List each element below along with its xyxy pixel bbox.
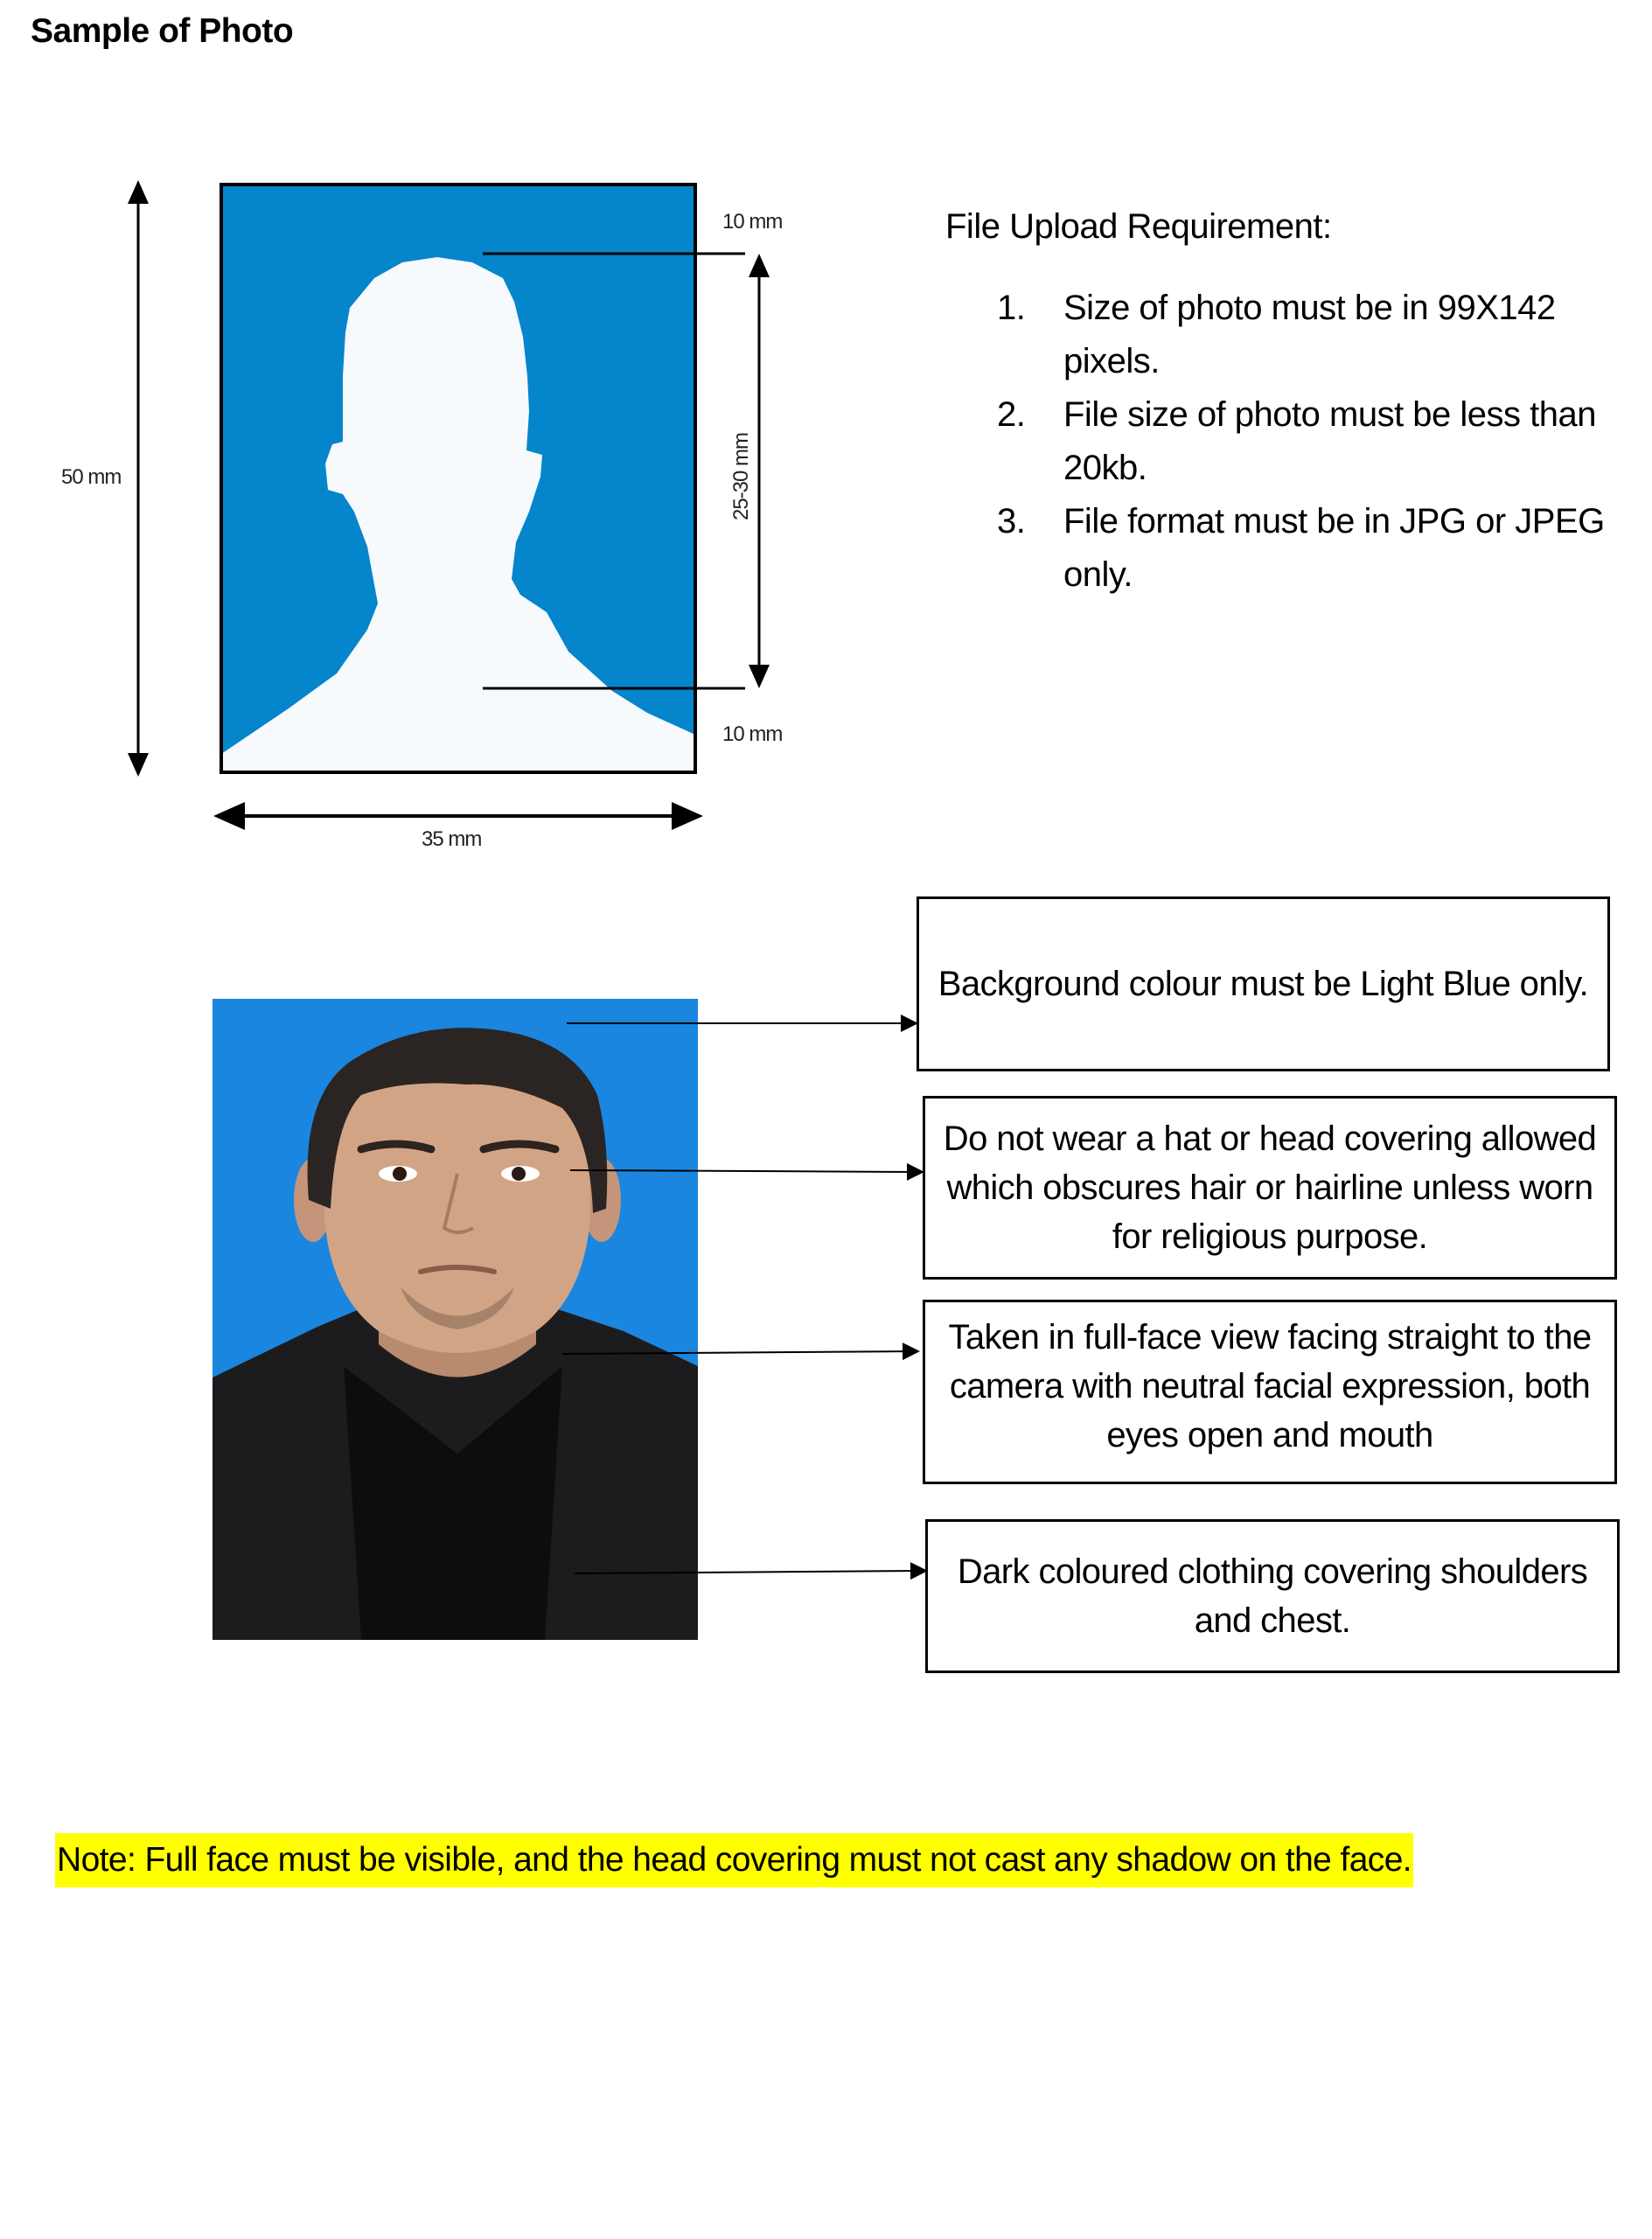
height-dimension-label: 50 mm (61, 465, 122, 489)
head-height-label: 25-30 mm (729, 432, 753, 521)
top-margin-label: 10 mm (722, 210, 783, 234)
requirement-number: 3. (997, 502, 1026, 541)
face (324, 1064, 590, 1353)
callout-full-face (923, 1300, 1617, 1484)
callout-head-covering (923, 1096, 1617, 1280)
requirement-text: Size of photo must be in 99X142 pixels. (1063, 289, 1556, 380)
callout-text: Taken in full-face view facing straight to the camera with neutral facial expression, both eyes open and mouth (948, 1318, 1592, 1454)
requirements-list (997, 282, 1627, 602)
callout-background-colour (917, 896, 1610, 1071)
sample-photo-illustration (213, 999, 698, 1640)
callout-text: Do not wear a hat or head covering allowed which obscures hair or hairline unless worn for religious purpose. (943, 1120, 1597, 1256)
callout-clothing (925, 1519, 1620, 1673)
requirement-item (997, 495, 1627, 602)
requirement-text: File format must be in JPG or JPEG only. (1063, 502, 1605, 594)
callout-text: Dark coloured clothing covering shoulders and chest. (957, 1552, 1588, 1640)
callout-text: Background colour must be Light Blue only. (938, 965, 1589, 1003)
requirement-item (997, 388, 1627, 495)
requirement-number: 1. (997, 289, 1026, 327)
requirement-item (997, 282, 1627, 388)
requirement-text: File size of photo must be less than 20kb. (1063, 395, 1596, 487)
highlighted-note: Note: Full face must be visible, and the head covering must not cast any shadow on the face. (55, 1833, 1413, 1887)
requirements-heading: File Upload Requirement: (945, 207, 1332, 246)
requirement-number: 2. (997, 395, 1026, 434)
page-title: Sample of Photo (31, 12, 294, 50)
bottom-margin-label: 10 mm (722, 722, 783, 746)
sample-photo (213, 999, 698, 1640)
width-dimension-label: 35 mm (422, 827, 482, 851)
